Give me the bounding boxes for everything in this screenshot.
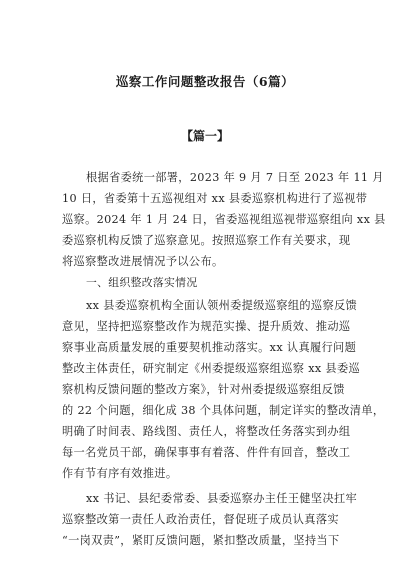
paragraph-line: 明确了时间表、路线图、责任人，将整改任务落实到办组 bbox=[62, 425, 351, 438]
document-title: 巡察工作问题整改报告（6篇） bbox=[115, 74, 295, 89]
paragraph-line: xx 县委巡察机构全面认领州委提级巡察组的巡察反馈 bbox=[86, 299, 358, 312]
paragraph-line: 巡察整改第一责任人政治责任，督促班子成员认真落实 bbox=[62, 513, 339, 526]
paragraph-line: 10 日，省委第十五巡视组对 xx 县委巡察机构进行了巡视带 bbox=[62, 192, 368, 205]
paragraph-line: 察机构反馈问题的整改方案》，针对州委提级巡察组反馈 bbox=[62, 383, 345, 396]
paragraph-line: “一岗双责”，紧盯反馈问题，紧扣整改质量，坚持当下 bbox=[62, 534, 340, 547]
paragraph-line: 每一名党员干部，确保事事有着落、件件有回音，整改工 bbox=[62, 446, 351, 459]
section-label: 【篇一】 bbox=[180, 129, 229, 143]
paragraph-line: 委巡察机构反馈了巡察意见。按照巡察工作有关要求，现 bbox=[62, 234, 351, 247]
section-heading: 一、组织整改落实情况 bbox=[86, 276, 198, 289]
paragraph-line: 意见，坚持把巡察整改作为规范实操、提升质效、推动巡 bbox=[62, 320, 351, 333]
paragraph-line: 的 22 个问题，细化成 38 个具体问题，制定详实的整改清单， bbox=[62, 404, 385, 417]
paragraph-line: 整改主体责任，研究制定《州委提级巡察组巡察 xx 县委巡 bbox=[62, 362, 361, 375]
paragraph-line: 察事业高质量发展的重要契机推动落实。xx 认真履行问题 bbox=[62, 341, 357, 354]
paragraph-line: 将巡察整改进展情况予以公布。 bbox=[62, 255, 224, 268]
paragraph-line: xx 书记、县纪委常委、县委巡察办主任王健坚决扛牢 bbox=[86, 492, 358, 505]
paragraph-line: 作有节有序有效推进。 bbox=[62, 467, 178, 480]
paragraph-line: 根据省委统一部署，2023 年 9 月 7 日至 2023 年 11 月 bbox=[86, 171, 384, 184]
paragraph-line: 巡察。2024 年 1 月 24 日，省委巡视组巡视带巡察组向 xx 县 bbox=[62, 213, 386, 226]
